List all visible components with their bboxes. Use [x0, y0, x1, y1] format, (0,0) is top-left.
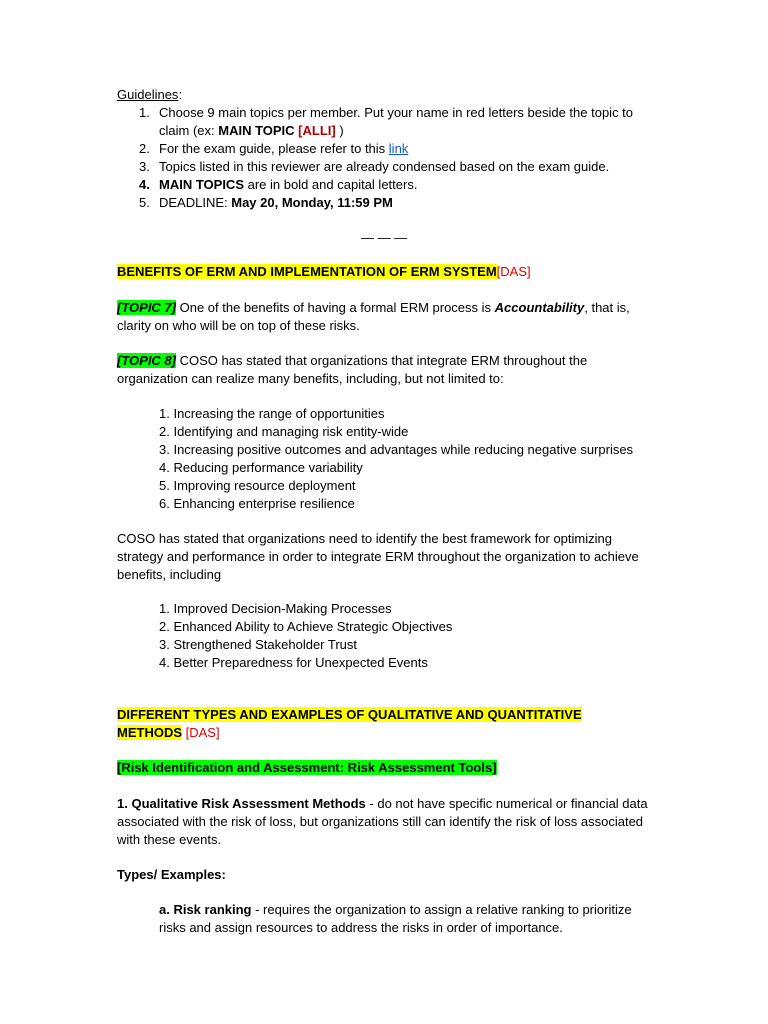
- risk-ranking-paragraph-cont: risks and assign resources to address the risks in order of importance.: [159, 920, 563, 935]
- owner-tag: [DAS]: [185, 725, 220, 740]
- topic7-paragraph: [TOPIC 7] One of the benefits of having a formal ERM process is Accountability, that is,: [117, 300, 630, 315]
- topic8-paragraph: [TOPIC 8] COSO has stated that organizations that integrate ERM throughout the: [117, 353, 588, 368]
- list-item: 1. Improved Decision-Making Processes: [159, 601, 392, 616]
- section-heading-text: DIFFERENT TYPES AND EXAMPLES OF QUALITATIVE AND QUANTITATIVE: [117, 707, 582, 722]
- qualitative-paragraph-cont: associated with the risk of loss, but organizations still can identify the risk of loss associated: [117, 814, 644, 829]
- example-tag: [ALLI]: [298, 123, 336, 138]
- coso-paragraph-line: benefits, including: [117, 567, 222, 582]
- topic7-tag: [TOPIC 7]: [117, 300, 176, 315]
- guideline-item-4: 4. MAIN TOPICS are in bold and capital letters.: [139, 177, 418, 192]
- guidelines-heading: Guidelines:: [117, 87, 183, 102]
- owner-tag: [DAS]: [496, 264, 531, 279]
- guideline-item-1: 1. Choose 9 main topics per member. Put your name in red letters beside the topic to: [139, 105, 634, 120]
- list-item: 3. Strengthened Stakeholder Trust: [159, 637, 358, 652]
- topic8-tag: [TOPIC 8]: [117, 353, 176, 368]
- risk-ranking-paragraph: a. Risk ranking - requires the organization to assign a relative ranking to prioritize: [159, 902, 632, 917]
- list-item: 4. Better Preparedness for Unexpected Events: [159, 655, 428, 670]
- types-label: Types/ Examples:: [117, 867, 226, 882]
- list-item: 4. Reducing performance variability: [159, 460, 363, 475]
- qualitative-paragraph-cont: with these events.: [117, 832, 222, 847]
- guideline-item-1-cont: claim (ex: MAIN TOPIC [ALLI] ): [159, 123, 344, 138]
- subheading-risk-tools: [Risk Identification and Assessment: Risk Assessment Tools]: [117, 760, 497, 775]
- coso-paragraph-line: COSO has stated that organizations need to identify the best framework for optimizing: [117, 531, 612, 546]
- guideline-item-3: 3. Topics listed in this reviewer are already condensed based on the exam guide.: [139, 159, 610, 174]
- topic7-paragraph-cont: clarity on who will be on top of these risks.: [117, 318, 360, 333]
- guidelines-heading-text: Guidelines: [117, 87, 179, 102]
- section-heading-benefits: [117, 263, 531, 281]
- guideline-item-2: 2. For the exam guide, please refer to this link: [139, 141, 409, 156]
- accountability-term: Accountability: [494, 300, 585, 315]
- risk-ranking-title: a. Risk ranking: [159, 902, 252, 917]
- guideline-item-5: 5. DEADLINE: May 20, Monday, 11:59 PM: [139, 195, 393, 210]
- coso-paragraph-line: strategy and performance in order to integrate ERM throughout the organization to achieve: [117, 549, 639, 564]
- list-item: 5. Improving resource deployment: [159, 478, 356, 493]
- section-heading-methods: [117, 706, 582, 724]
- list-item: 2. Enhanced Ability to Achieve Strategic Objectives: [159, 619, 453, 634]
- exam-guide-link[interactable]: link: [388, 141, 409, 156]
- list-item: 6. Enhancing enterprise resilience: [159, 496, 355, 511]
- separator: — — —: [361, 230, 408, 245]
- section-heading-text: BENEFITS OF ERM AND IMPLEMENTATION OF ERM SYSTEM: [117, 264, 497, 279]
- qualitative-title: 1. Qualitative Risk Assessment Methods: [117, 796, 366, 811]
- list-item: 3. Increasing positive outcomes and advantages while reducing negative surprises: [159, 442, 634, 457]
- qualitative-paragraph: 1. Qualitative Risk Assessment Methods - do not have specific numerical or financial data: [117, 796, 648, 811]
- list-item: 1. Increasing the range of opportunities: [159, 406, 385, 421]
- list-item: 2. Identifying and managing risk entity-wide: [159, 424, 409, 439]
- section-heading-methods-cont: METHODS [DAS]: [117, 725, 220, 740]
- topic8-paragraph-cont: organization can realize many benefits, including, but not limited to:: [117, 371, 504, 386]
